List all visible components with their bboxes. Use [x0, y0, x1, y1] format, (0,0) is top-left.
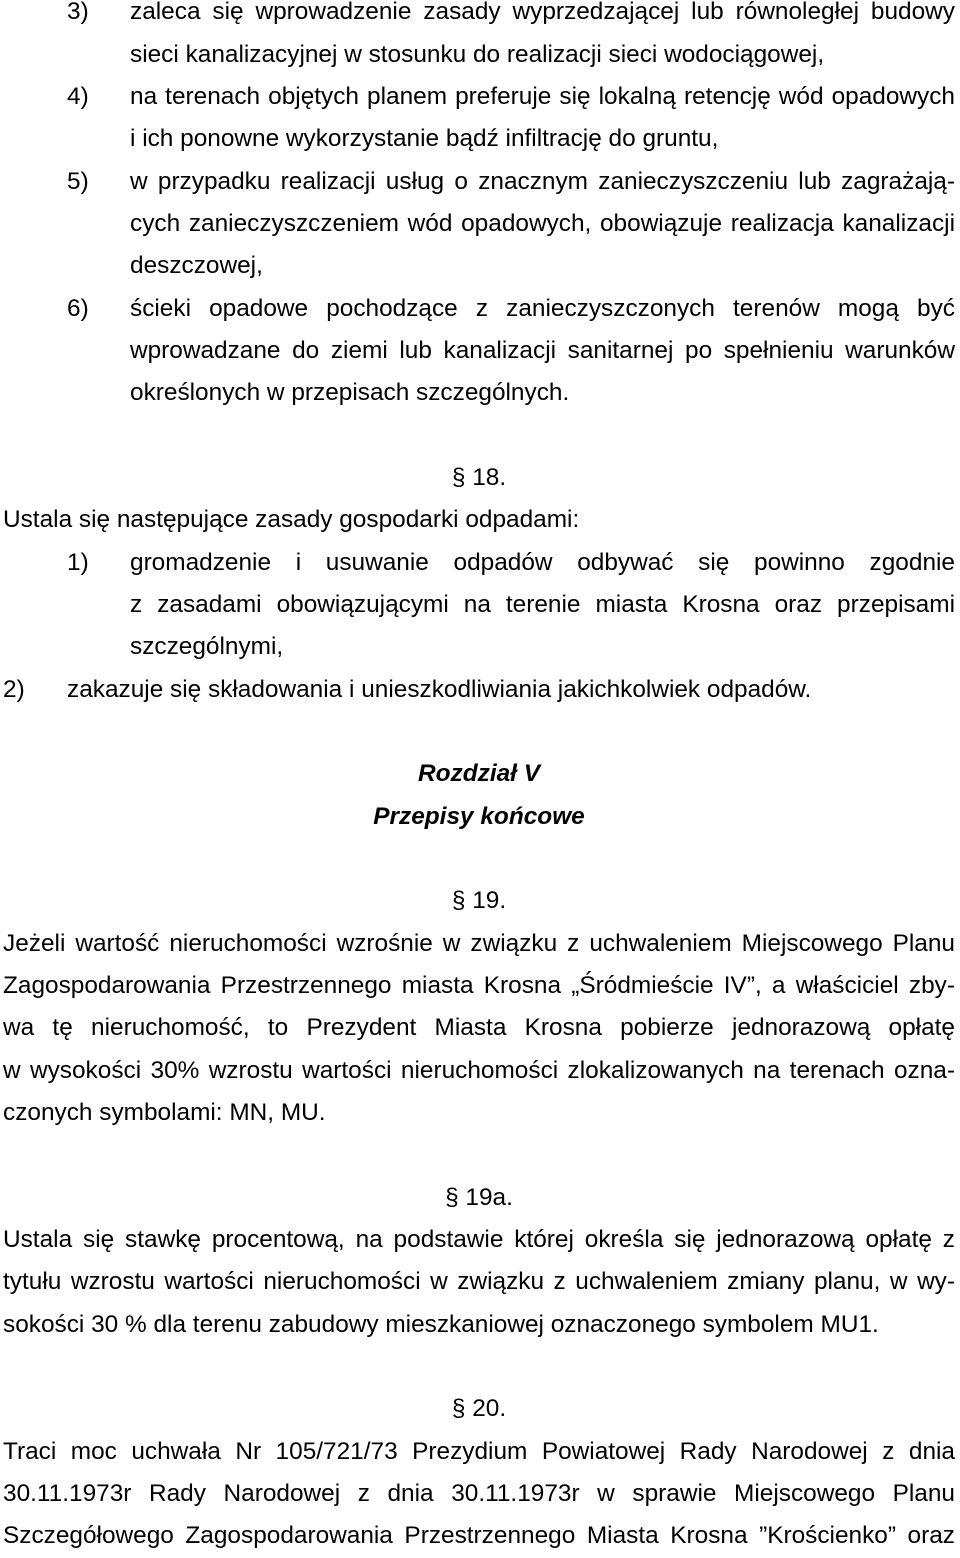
section-heading: § 19a.: [445, 1183, 513, 1211]
blank-line: [3, 711, 955, 753]
paragraph-line: Zagospodarowania Przestrzennego miasta Krosna „Śródmieście IV”, a właściciel zby-: [3, 971, 955, 999]
list-item-line: na terenach objętych planem preferuje się lokalną retencję wód opadowych: [130, 83, 955, 110]
list-item-line: określonych w przepisach szczególnych.: [130, 379, 570, 407]
paragraph-line: Szczegółowego Zagospodarowania Przestrzennego Miasta Krosna ”Krościenko” oraz: [3, 1522, 955, 1550]
list-item-line: sieci kanalizacyjnej w stosunku do realizacji sieci wodociągowej,: [130, 40, 825, 68]
paragraph-line: tytułu wzrostu wartości nieruchomości w związku z uchwaleniem zmiany planu, w wy-: [3, 1268, 955, 1296]
paragraph-line: w wysokości 30% wzrostu wartości nieruchomości zlokalizowanych na terenach ozna-: [3, 1056, 955, 1084]
list-item-line: ścieki opadowe pochodzące z zanieczyszczonych terenów mogą być: [130, 294, 955, 322]
list-item-number: 3): [67, 0, 89, 26]
list-item-line: deszczowej,: [130, 252, 263, 280]
list-item-number: 2): [3, 675, 25, 703]
list-item-line: w przypadku realizacji usług o znacznym zanieczyszczeniu lub zagrażają-: [130, 167, 955, 195]
list-item-number: 6): [67, 294, 89, 322]
list-item-line: szczególnymi,: [130, 633, 284, 661]
list-item-number: 5): [67, 167, 89, 195]
chapter-title: Rozdział V: [418, 760, 540, 788]
list-item-line: zakazuje się składowania i unieszkodliwiania jakichkolwiek odpadów.: [67, 675, 812, 703]
paragraph-line: wa tę nieruchomość, to Prezydent Miasta Krosna pobierze jednorazową opłatę: [3, 1014, 955, 1042]
section-heading: § 19.: [451, 887, 507, 915]
list-item-number: 1): [67, 548, 89, 576]
blank-line: [3, 1346, 955, 1388]
document-page: [3, 0, 955, 1557]
list-item-line: cych zanieczyszczeniem wód opadowych, obowiązuje realizacja kanalizacji: [130, 209, 955, 237]
list-item-number: 4): [67, 83, 89, 110]
list-item: [3, 76, 955, 161]
chapter-subtitle: Przepisy końcowe: [373, 802, 585, 830]
section-heading: § 18.: [451, 463, 507, 491]
list-item-line: z zasadami obowiązującymi na terenie miasta Krosna oraz przepisami: [130, 590, 955, 618]
paragraph-line: 30.11.1973r Rady Narodowej z dnia 30.11.1973r w sprawie Miejscowego Planu: [3, 1479, 955, 1507]
blank-line: [3, 838, 955, 880]
paragraph-line: czonych symbolami: MN, MU.: [3, 1098, 326, 1126]
list-item-line: gromadzenie i usuwanie odpadów odbywać się powinno zgodnie: [130, 548, 955, 576]
list-item-line: i ich ponowne wykorzystanie bądź infiltrację do gruntu,: [130, 125, 719, 153]
list-item: [3, 161, 955, 288]
paragraph-line: Traci moc uchwała Nr 105/721/73 Prezydium Powiatowej Rady Narodowej z dnia: [3, 1437, 955, 1465]
section-intro: Ustala się następujące zasady gospodarki odpadami:: [3, 506, 580, 534]
list-item-line: wprowadzane do ziemi lub kanalizacji sanitarnej po spełnieniu warunków: [130, 336, 955, 364]
blank-line: [3, 415, 955, 457]
list-item-line: zaleca się wprowadzenie zasady wyprzedzającej lub równoległej budowy: [130, 0, 955, 26]
section-heading: § 20.: [451, 1395, 507, 1423]
paragraph-line: Ustala się stawkę procentową, na podstawie której określa się jednorazową opłatę z: [3, 1225, 955, 1253]
paragraph-line: sokości 30 % dla terenu zabudowy mieszkaniowej oznaczonego symbolem MU1.: [3, 1310, 879, 1338]
list-item: [3, 0, 955, 76]
list-item: [3, 288, 955, 415]
paragraph-line: Jeżeli wartość nieruchomości wzrośnie w związku z uchwaleniem Miejscowego Planu: [3, 929, 955, 957]
list-item: [3, 542, 955, 669]
list-item: [3, 669, 955, 711]
blank-line: [3, 1134, 955, 1176]
